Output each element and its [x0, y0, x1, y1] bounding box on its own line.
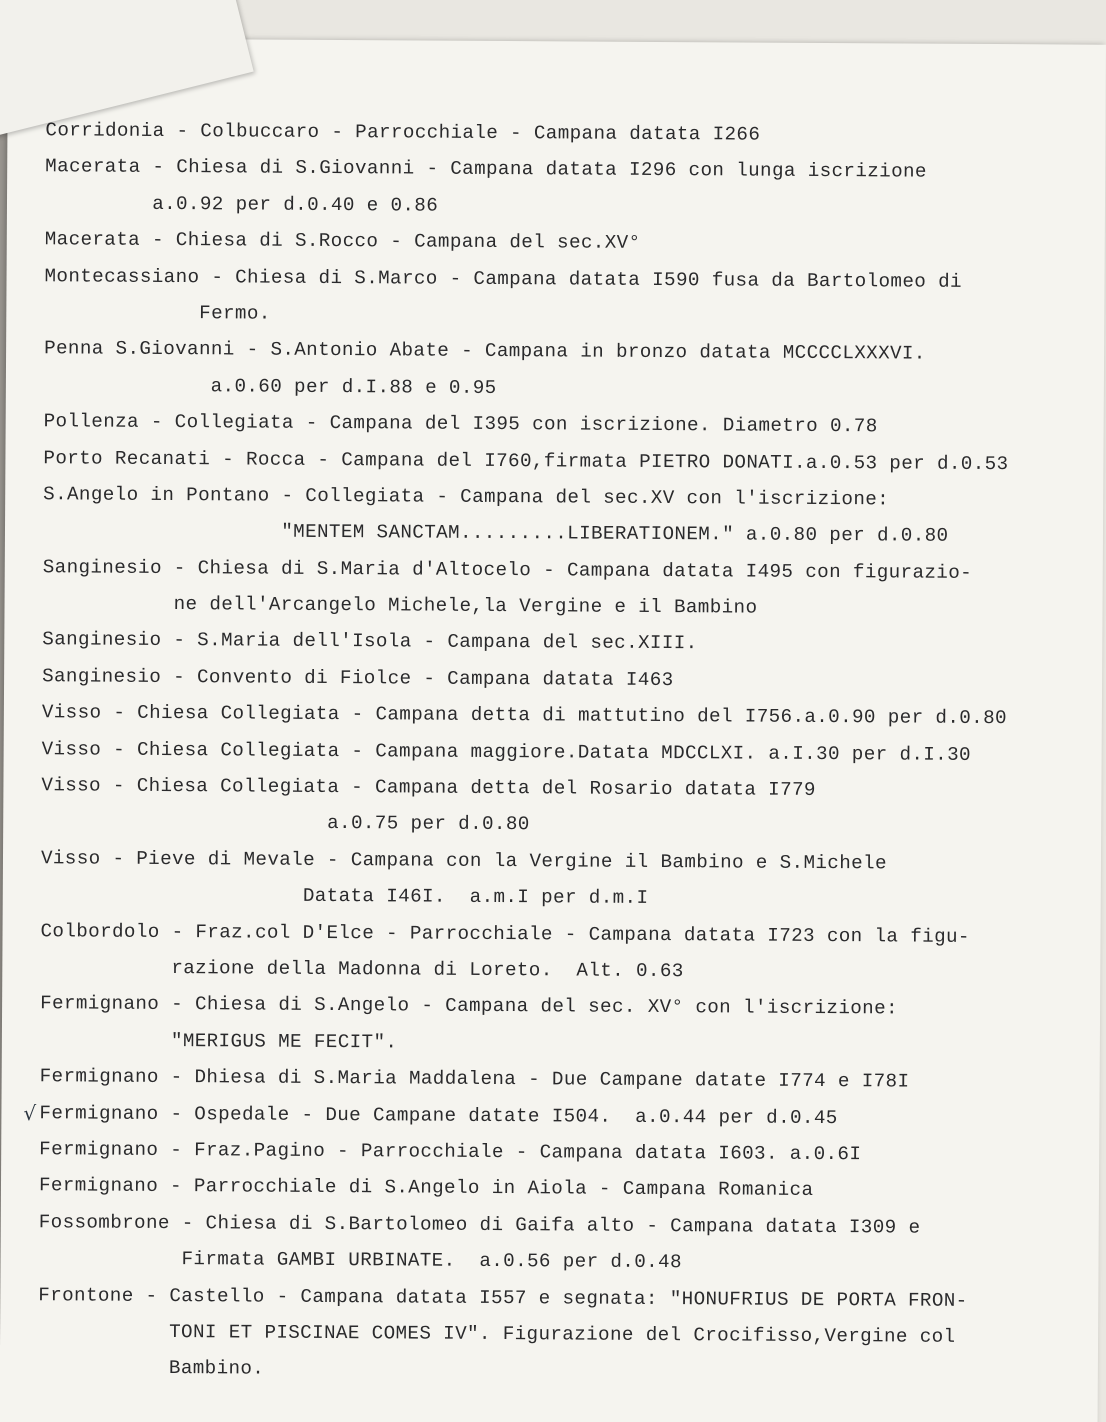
- entry-line: Colbordolo - Fraz.col D'Elce - Parrocchiale - Campana datata I723 con la figu-: [40, 919, 970, 948]
- entry-line: Fermignano - Ospedale - Due Campane datate I504. a.0.44 per d.0.45: [39, 1101, 838, 1129]
- entry-continuation-line: Firmata GAMBI URBINATE. a.0.56 per d.0.48: [38, 1247, 682, 1274]
- entry-line: Porto Recanati - Rocca - Campana del I760,firmata PIETRO DONATI.a.0.53 per d.0.53: [43, 446, 1009, 475]
- entry-line: Sanginesio - Convento di Fiolce - Campana datata I463: [42, 665, 674, 691]
- entry-line: Fermignano - Chiesa di S.Angelo - Campana del sec. XV° con l'iscrizione:: [40, 992, 898, 1020]
- entry-line: Sanginesio - S.Maria dell'Isola - Campana del sec.XIII.: [42, 628, 698, 655]
- entry-line: Fermignano - Parrocchiale di S.Angelo in Aiola - Campana Romanica: [38, 1174, 814, 1202]
- entry-continuation-line: TONI ET PISCINAE COMES IV". Figurazione del Crocifisso,Vergine col: [38, 1320, 956, 1348]
- entry: [41, 840, 1091, 919]
- typed-page: [0, 38, 1106, 1422]
- entry-line: Macerata - Chiesa di S.Giovanni - Campana datata I296 con lunga iscrizione: [45, 155, 927, 184]
- entry-continuation-line: Fermo.: [44, 301, 271, 325]
- entry-continuation-line: a.0.92 per d.0.40 e 0.86: [44, 192, 439, 217]
- entry-line: Fermignano - Dhiesa di S.Maria Maddalena - Due Campane datate I774 e I78I: [39, 1065, 910, 1093]
- entry-line: Pollenza - Collegiata - Campana del I395 con iscrizione. Diametro 0.78: [43, 410, 878, 438]
- entry: [41, 767, 1091, 846]
- entry-line: S.Angelo in Pontano - Collegiata - Campana del sec.XV con l'iscrizione:: [43, 483, 890, 511]
- entry: [42, 549, 1092, 628]
- entry-continuation-line: razione della Madonna di Loreto. Alt. 0.63: [40, 956, 684, 983]
- entry-line: Visso - Chiesa Collegiata - Campana detta di mattutino del I756.a.0.90 per d.0.80: [41, 701, 1008, 730]
- entry-continuation-line: a.0.75 per d.0.80: [41, 810, 530, 836]
- entry-line: Fossombrone - Chiesa di S.Bartolomeo di Gaifa alto - Campana datata I309 e: [38, 1210, 921, 1239]
- entry-line: Visso - Chiesa Collegiata - Campana maggiore.Datata MDCCLXI. a.I.30 per d.I.30: [41, 737, 972, 766]
- entry: [44, 331, 1094, 410]
- entry-continuation-line: a.0.60 per d.I.88 e 0.95: [43, 373, 497, 399]
- entry-line: Sanginesio - Chiesa di S.Maria d'Altocelo - Campana datata I495 con figurazio-: [42, 555, 973, 584]
- handwritten-checkmark: √: [23, 1100, 37, 1125]
- entry-continuation-line: "MERIGUS ME FECIT".: [39, 1028, 398, 1054]
- entry-line: Corridonia - Colbuccaro - Parrocchiale - Campana datata I266: [45, 119, 761, 146]
- entry-continuation-line: "MENTEM SANCTAM.........LIBERATIONEM." a.0.80 per d.0.80: [42, 519, 949, 548]
- entry: [43, 476, 1093, 555]
- entry-line: Macerata - Chiesa di S.Rocco - Campana del sec.XV°: [44, 228, 641, 255]
- entry-continuation-line: Datata I46I. a.m.I per d.m.I: [40, 883, 649, 910]
- entry-line: Frontone - Castello - Campana datata I557 e segnata: "HONUFRIUS DE PORTA FRON-: [38, 1283, 968, 1312]
- entry: [45, 149, 1095, 228]
- entry: [40, 913, 1090, 992]
- entry: [38, 1204, 1088, 1283]
- entry-line: Montecassiano - Chiesa di S.Marco - Campana datata I590 fusa da Bartolomeo di: [44, 264, 963, 293]
- entry-line: Visso - Chiesa Collegiata - Campana detta del Rosario datata I779: [41, 774, 816, 801]
- entry: [40, 986, 1090, 1065]
- entry-continuation-line: Bambino.: [37, 1356, 265, 1380]
- entry: [44, 258, 1094, 337]
- entry: [38, 1277, 1089, 1393]
- entry-line: Visso - Pieve di Mevale - Campana con la Vergine il Bambino e S.Michele: [40, 847, 887, 875]
- entry-line: Fermignano - Fraz.Pagino - Parrocchiale - Campana datata I603. a.0.6I: [39, 1138, 862, 1166]
- typed-text-block: [23, 112, 1096, 1392]
- entry-continuation-line: ne dell'Arcangelo Michele,la Vergine e il Bambino: [42, 592, 758, 619]
- entry-line: Penna S.Giovanni - S.Antonio Abate - Campana in bronzo datata MCCCCLXXXVI.: [44, 337, 926, 365]
